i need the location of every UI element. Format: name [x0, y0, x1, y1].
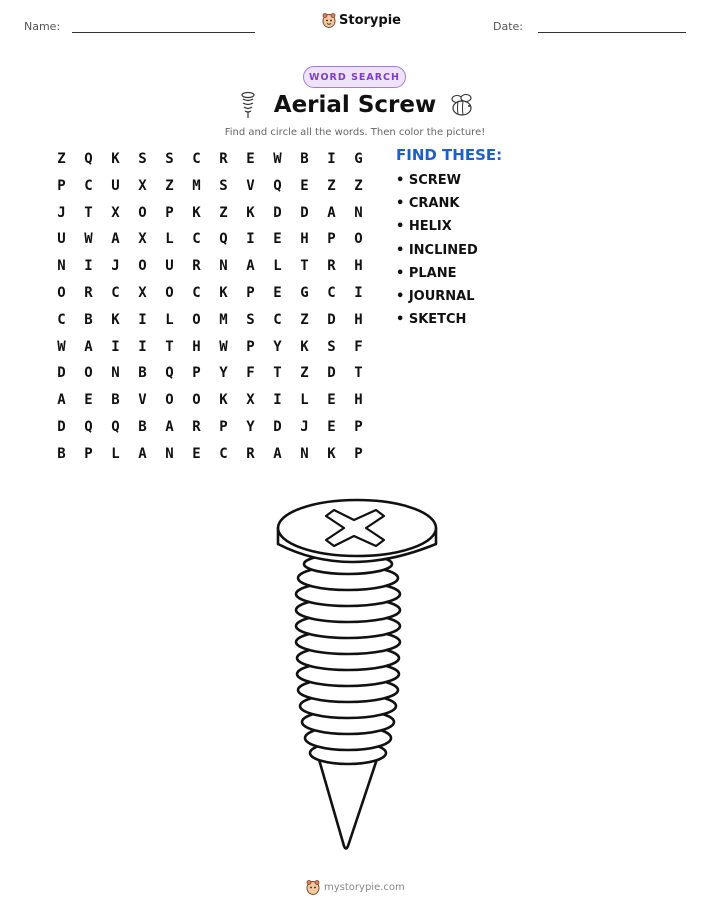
grid-letter[interactable]: D [327, 311, 336, 328]
grid-letter[interactable]: D [273, 204, 282, 221]
grid-letter[interactable]: X [138, 231, 147, 248]
date-label: Date: [493, 20, 523, 33]
grid-letter[interactable]: P [57, 177, 66, 194]
grid-letter[interactable]: P [165, 204, 174, 221]
grid-letter[interactable]: L [300, 392, 309, 409]
storypie-mascot-icon [322, 12, 336, 28]
grid-letter[interactable]: T [165, 338, 174, 355]
grid-letter[interactable]: X [246, 392, 255, 409]
grid-letter[interactable]: Z [354, 177, 363, 194]
grid-letter[interactable]: S [246, 311, 255, 328]
grid-letter[interactable]: A [246, 258, 255, 275]
grid-letter[interactable]: V [138, 392, 147, 409]
grid-letter[interactable]: P [354, 445, 363, 462]
grid-letter[interactable]: R [192, 258, 201, 275]
storypie-mascot-icon [306, 879, 320, 895]
grid-letter[interactable]: U [165, 258, 174, 275]
grid-letter[interactable]: J [111, 258, 120, 275]
grid-letter[interactable]: C [57, 311, 66, 328]
grid-letter[interactable]: P [192, 365, 201, 382]
brand-name: Storypie [339, 12, 401, 28]
grid-letter[interactable]: C [219, 445, 228, 462]
grid-letter[interactable]: V [246, 177, 255, 194]
grid-letter[interactable]: S [138, 151, 147, 167]
grid-letter[interactable]: T [354, 365, 363, 382]
grid-letter[interactable]: T [300, 258, 309, 275]
grid-letter[interactable]: N [354, 204, 363, 221]
grid-letter[interactable]: A [327, 204, 336, 221]
grid-letter[interactable]: E [273, 284, 282, 301]
grid-letter[interactable]: I [111, 338, 120, 355]
grid-letter[interactable]: C [273, 311, 282, 328]
grid-letter[interactable]: A [57, 392, 66, 409]
grid-letter[interactable]: M [219, 311, 228, 328]
grid-letter[interactable]: W [57, 338, 66, 355]
grid-letter[interactable]: H [192, 338, 201, 355]
grid-letter[interactable]: O [84, 365, 93, 382]
grid-letter[interactable]: J [57, 204, 66, 221]
grid-letter[interactable]: C [192, 231, 201, 248]
grid-letter[interactable]: Y [246, 418, 255, 435]
screw-illustration [268, 498, 448, 860]
grid-letter[interactable]: D [273, 418, 282, 435]
grid-letter[interactable]: U [111, 177, 120, 194]
date-field-line[interactable] [538, 32, 686, 33]
grid-letter[interactable]: R [219, 151, 228, 167]
grid-letter[interactable]: U [57, 231, 66, 248]
grid-letter[interactable]: I [138, 338, 147, 355]
grid-letter[interactable]: X [111, 204, 120, 221]
grid-letter[interactable]: D [300, 204, 309, 221]
grid-letter[interactable]: C [327, 284, 336, 301]
grid-letter[interactable]: B [84, 311, 93, 328]
grid-letter[interactable]: A [84, 338, 93, 355]
word-list [396, 170, 478, 332]
grid-letter[interactable]: K [219, 284, 228, 301]
grid-letter[interactable]: Y [273, 338, 282, 355]
grid-letter[interactable]: D [57, 365, 66, 382]
grid-letter[interactable]: B [111, 392, 120, 409]
grid-letter[interactable]: Q [273, 177, 282, 194]
grid-letter[interactable]: W [84, 231, 93, 248]
grid-letter[interactable]: B [138, 365, 147, 382]
grid-letter[interactable]: P [246, 338, 255, 355]
grid-letter[interactable]: E [273, 231, 282, 248]
grid-letter[interactable]: H [354, 392, 363, 409]
grid-letter[interactable]: K [219, 392, 228, 409]
grid-letter[interactable]: H [300, 231, 309, 248]
word-list-item: • CRANK [396, 196, 460, 212]
grid-letter[interactable]: O [354, 231, 363, 248]
grid-letter[interactable]: O [192, 311, 201, 328]
grid-letter[interactable]: C [84, 177, 93, 194]
grid-letter[interactable]: Q [84, 151, 93, 167]
grid-letter[interactable]: W [273, 151, 282, 167]
grid-letter[interactable]: I [84, 258, 93, 275]
name-label: Name: [24, 20, 61, 33]
grid-letter[interactable]: E [327, 418, 336, 435]
grid-letter[interactable]: R [84, 284, 93, 301]
word-list-item: • SKETCH [396, 312, 467, 328]
grid-letter[interactable]: K [111, 151, 120, 167]
grid-letter[interactable]: B [57, 445, 66, 462]
grid-letter[interactable]: B [138, 418, 147, 435]
grid-letter[interactable]: I [246, 231, 255, 248]
grid-letter[interactable]: A [111, 231, 120, 248]
page-title: Aerial Screw [273, 92, 437, 118]
grid-letter[interactable]: R [246, 445, 255, 462]
grid-letter[interactable]: C [192, 151, 201, 167]
grid-letter[interactable]: L [111, 445, 120, 462]
grid-letter[interactable]: O [57, 284, 66, 301]
grid-letter[interactable]: X [138, 177, 147, 194]
word-list-item: • HELIX [396, 219, 452, 235]
grid-letter[interactable]: Z [165, 177, 174, 194]
grid-letter[interactable]: Q [111, 418, 120, 435]
grid-letter[interactable]: L [273, 258, 282, 275]
grid-letter[interactable]: F [246, 365, 255, 382]
grid-letter[interactable]: E [192, 445, 201, 462]
grid-letter[interactable]: G [300, 284, 309, 301]
grid-letter[interactable]: O [165, 284, 174, 301]
grid-letter[interactable]: P [354, 418, 363, 435]
grid-letter[interactable]: A [165, 418, 174, 435]
grid-letter[interactable]: M [192, 177, 201, 194]
word-list-item: • INCLINED [396, 242, 478, 258]
grid-letter[interactable]: N [165, 445, 174, 462]
grid-letter[interactable]: W [219, 338, 228, 355]
grid-letter[interactable]: K [300, 338, 309, 355]
grid-letter[interactable]: N [300, 445, 309, 462]
grid-letter[interactable]: A [273, 445, 282, 462]
grid-letter[interactable]: P [327, 231, 336, 248]
grid-letter[interactable]: D [327, 365, 336, 382]
grid-letter[interactable]: F [354, 338, 363, 355]
grid-letter[interactable]: P [246, 284, 255, 301]
word-search-badge: WORD SEARCH [303, 66, 406, 88]
grid-letter[interactable]: I [327, 151, 336, 167]
grid-letter[interactable]: E [246, 151, 255, 167]
grid-letter[interactable]: C [111, 284, 120, 301]
grid-letter[interactable]: Z [300, 365, 309, 382]
grid-letter[interactable]: Z [57, 151, 66, 167]
grid-letter[interactable]: Q [219, 231, 228, 248]
grid-letter[interactable]: D [57, 418, 66, 435]
grid-letter[interactable]: K [111, 311, 120, 328]
grid-letter[interactable]: T [273, 365, 282, 382]
grid-letter[interactable]: I [273, 392, 282, 409]
grid-letter[interactable]: T [84, 204, 93, 221]
grid-letter[interactable]: N [57, 258, 66, 275]
grid-letter[interactable]: N [111, 365, 120, 382]
grid-letter[interactable]: Z [327, 177, 336, 194]
grid-letter[interactable]: C [192, 284, 201, 301]
grid-letter[interactable]: K [192, 204, 201, 221]
grid-letter[interactable]: L [165, 231, 174, 248]
grid-letter[interactable]: E [84, 392, 93, 409]
grid-letter[interactable]: A [138, 445, 147, 462]
grid-letter[interactable]: E [300, 177, 309, 194]
grid-letter[interactable]: H [354, 258, 363, 275]
brand-logo [322, 12, 401, 28]
grid-letter[interactable]: Y [219, 365, 228, 382]
grid-letter[interactable]: R [327, 258, 336, 275]
grid-letter[interactable]: L [165, 311, 174, 328]
grid-letter[interactable]: Q [84, 418, 93, 435]
footer-url[interactable]: mystorypie.com [324, 881, 405, 893]
grid-letter[interactable]: G [354, 151, 363, 167]
grid-letter[interactable]: K [327, 445, 336, 462]
grid-letter[interactable]: O [138, 258, 147, 275]
grid-letter[interactable]: P [84, 445, 93, 462]
grid-letter[interactable]: O [165, 392, 174, 409]
grid-letter[interactable]: K [246, 204, 255, 221]
grid-letter[interactable]: Q [165, 365, 174, 382]
grid-letter[interactable]: O [138, 204, 147, 221]
word-list-item: • PLANE [396, 265, 457, 281]
grid-letter[interactable]: I [138, 311, 147, 328]
footer [306, 879, 405, 895]
grid-letter[interactable]: I [354, 284, 363, 301]
instructions: Find and circle all the words. Then color the picture! [224, 127, 486, 138]
word-list-item: • JOURNAL [396, 288, 475, 304]
grid-letter[interactable]: P [219, 418, 228, 435]
find-these-heading: FIND THESE: [396, 146, 503, 164]
grid-letter[interactable]: S [219, 177, 228, 194]
grid-letter[interactable]: S [327, 338, 336, 355]
word-list-item: • SCREW [396, 173, 461, 188]
name-field-line[interactable] [72, 32, 255, 33]
grid-letter[interactable]: B [300, 151, 309, 167]
grid-letter[interactable]: R [192, 418, 201, 435]
grid-letter[interactable]: N [219, 258, 228, 275]
word-search-grid[interactable] [48, 146, 372, 468]
grid-letter[interactable]: X [138, 284, 147, 301]
grid-letter[interactable]: J [300, 418, 309, 435]
grid-letter[interactable]: Z [300, 311, 309, 328]
grid-letter[interactable]: E [327, 392, 336, 409]
grid-letter[interactable]: H [354, 311, 363, 328]
grid-letter[interactable]: O [192, 392, 201, 409]
bee-doodle-icon [448, 91, 476, 119]
grid-letter[interactable]: S [165, 151, 174, 167]
grid-letter[interactable]: Z [219, 204, 228, 221]
